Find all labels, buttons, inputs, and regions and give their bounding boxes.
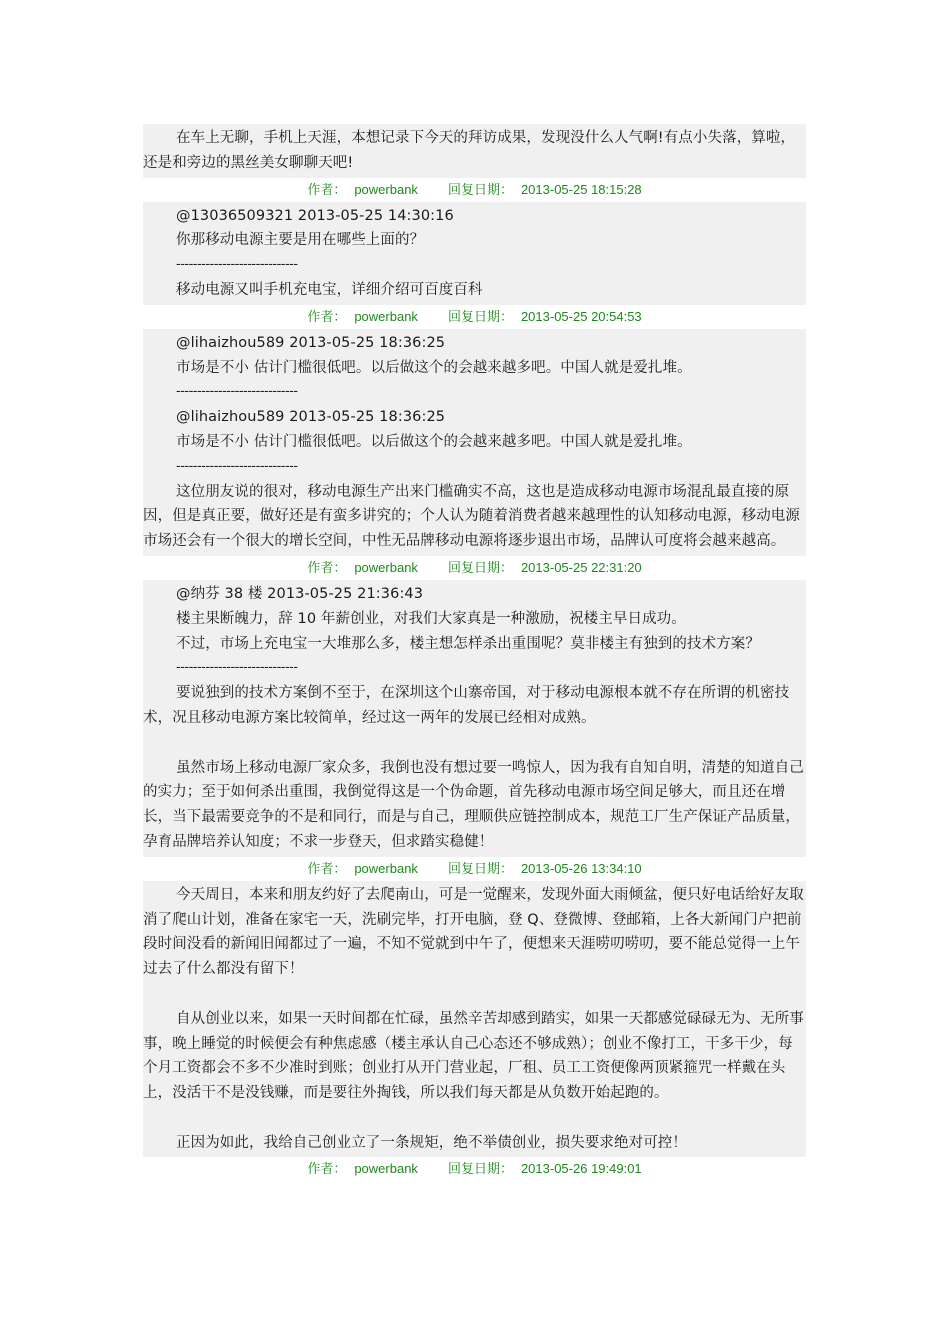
post-paragraph: 这位朋友说的很对，移动电源生产出来门槛确实不高，这也是造成移动电源市场混乱最直接的原因，但是真正要，做好还是有蛮多讲究的；个人认为随着消费者越来越理性的认知移动电源，移动电源市场还会有一个很大的增长空间，中性无品牌移动电源将逐步退出市场，品牌认可度将会越来越高。	[143, 483, 800, 550]
post-paragraph: @lihaizhou589 2013-05-25 18:36:25	[176, 409, 446, 426]
reply-meta	[143, 1157, 806, 1181]
post-paragraph: 楼主果断魄力，辞 10 年薪创业，对我们大家真是一种激励，祝楼主早日成功。	[176, 610, 686, 627]
author-label: 作者：	[307, 308, 347, 324]
post-paragraph: @lihaizhou589 2013-05-25 18:36:25	[176, 334, 446, 351]
post-paragraph: 今天周日，本来和朋友约好了去爬南山，可是一觉醒来，发现外面大雨倾盆，便只好电话给好友取消了爬山计划，准备在家宅一天，洗刷完毕，打开电脑，登 Q、登微博、登邮箱，上各大新闻门户把前段时间没看的新闻旧闻都过了一遍，不知不觉就到中午了，便想来天涯唠叨唠叨，要不能总觉得一上午过去了什么都没有留下！	[143, 886, 804, 978]
post-paragraph: 要说独到的技术方案倒不至于，在深圳这个山寨帝国，对于移动电源根本就不存在所谓的机密技术，况且移动电源方案比较简单，经过这一两年的发展已经相对成熟。	[143, 685, 790, 726]
reply-date-label: 回复日期：	[447, 1161, 513, 1177]
author-link[interactable]: powerbank	[354, 860, 418, 876]
reply-date: 2013-05-26 13:34:10	[520, 860, 642, 876]
reply-post	[143, 580, 806, 857]
post-paragraph: 在车上无聊，手机上天涯，本想记录下今天的拜访成果，发现没什么人气啊!有点小失落，算啦，还是和旁边的黑丝美女聊聊天吧!	[143, 130, 796, 171]
post-paragraph: 市场是不小 估计门槛很低吧。以后做这个的会越来越多吧。中国人就是爱扎堆。	[176, 359, 692, 376]
reply-meta	[143, 857, 806, 881]
author-label: 作者：	[307, 559, 347, 575]
reply-date: 2013-05-25 18:15:28	[520, 181, 642, 197]
reply-post	[143, 329, 806, 556]
author-label: 作者：	[307, 860, 347, 876]
author-label: 作者：	[307, 181, 347, 197]
author-link[interactable]: powerbank	[354, 1161, 418, 1177]
post-paragraph: 虽然市场上移动电源厂家众多，我倒也没有想过要一鸣惊人，因为我有自知自明，清楚的知道自己的实力；至于如何杀出重围，我倒觉得这是一个伪命题，首先移动电源市场空间足够大，而且还在增长，当下最需要竞争的不是和同行，而是与自己，理顺供应链控制成本，规范工厂生产保证产品质量，孕育品牌培养认知度；不求一步登天，但求踏实稳健！	[143, 759, 804, 850]
blank-line	[143, 982, 806, 1007]
post-paragraph: 自从创业以来，如果一天时间都在忙碌，虽然辛苦却感到踏实，如果一天都感觉碌碌无为、无所事事，晚上睡觉的时候便会有种焦虑感（楼主承认自己心态还不够成熟）；创业不像打工，干多干少，每个月工资都会不多不少准时到账；创业打从开门营业起，厂租、员工工资便像两顶紧箍咒一样戴在头上，没活干不是没钱赚，而是要往外掏钱，所以我们每天都是从负数开始起跑的。	[143, 1010, 804, 1102]
post-paragraph: @纳芬 38 楼 2013-05-25 21:36:43	[176, 585, 424, 602]
author-link[interactable]: powerbank	[354, 181, 418, 197]
author-link[interactable]: powerbank	[354, 559, 418, 575]
blank-line	[143, 731, 806, 756]
author-label: 作者：	[307, 1161, 347, 1177]
quote-separator: -----------------------------	[176, 384, 298, 400]
reply-meta	[143, 556, 806, 580]
quote-separator: -----------------------------	[176, 458, 298, 474]
post-paragraph: 市场是不小 估计门槛很低吧。以后做这个的会越来越多吧。中国人就是爱扎堆。	[176, 433, 692, 450]
author-link[interactable]: powerbank	[354, 308, 418, 324]
reply-date: 2013-05-26 19:49:01	[520, 1161, 642, 1177]
quote-separator: -----------------------------	[176, 660, 298, 676]
post-paragraph: 正因为如此，我给自己创业立了一条规矩，绝不举债创业，损失要求绝对可控！	[176, 1134, 687, 1151]
reply-date-label: 回复日期：	[447, 181, 513, 197]
reply-meta	[143, 305, 806, 329]
reply-meta	[143, 178, 806, 202]
reply-date-label: 回复日期：	[447, 559, 513, 575]
post-paragraph: 你那移动电源主要是用在哪些上面的？	[176, 232, 425, 249]
reply-post	[143, 881, 806, 1158]
post-paragraph: @13036509321 2013-05-25 14:30:16	[176, 207, 454, 224]
reply-post	[143, 202, 806, 305]
reply-date: 2013-05-25 22:31:20	[520, 559, 642, 575]
quote-separator: -----------------------------	[176, 257, 298, 273]
reply-post	[143, 124, 806, 178]
reply-date: 2013-05-25 20:54:53	[520, 308, 642, 324]
reply-date-label: 回复日期：	[447, 308, 513, 324]
post-paragraph: 不过，市场上充电宝一大堆那么多，楼主想怎样杀出重围呢？莫非楼主有独到的技术方案？	[176, 635, 760, 652]
reply-date-label: 回复日期：	[447, 860, 513, 876]
blank-line	[143, 1106, 806, 1131]
post-paragraph: 移动电源又叫手机充电宝，详细介绍可百度百科	[176, 281, 483, 298]
reply-thread	[143, 124, 806, 1181]
